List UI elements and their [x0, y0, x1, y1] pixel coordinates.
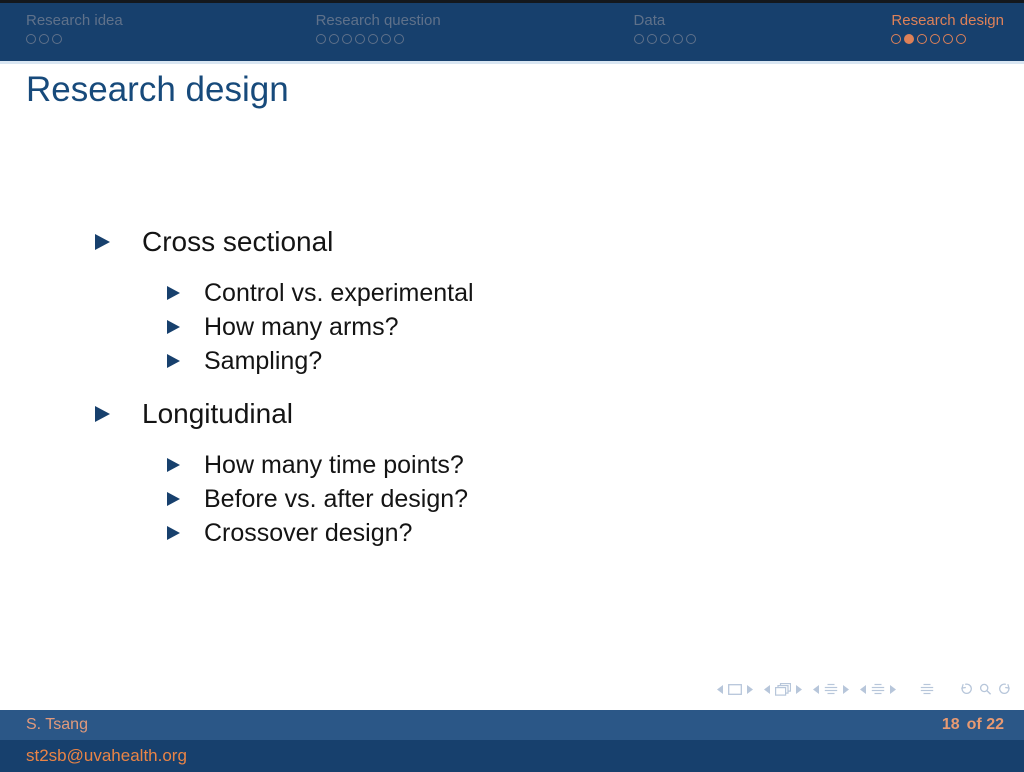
appendix-outline-group [920, 683, 934, 696]
section-slide-dots [316, 34, 441, 44]
sub-bullet-list [167, 276, 474, 378]
page-number [942, 716, 1004, 734]
slide-dot[interactable] [943, 34, 953, 44]
back-undo-icon[interactable] [958, 683, 972, 696]
slide-dot[interactable] [956, 34, 966, 44]
appendix-outline-icon[interactable] [920, 683, 934, 696]
slide-dot[interactable] [660, 34, 670, 44]
bullet-item-level2 [167, 310, 474, 344]
next-section-arrow-icon[interactable] [890, 685, 896, 694]
slide-dot[interactable] [329, 34, 339, 44]
bullet-label: Longitudinal [142, 398, 294, 429]
triangle-bullet-icon [167, 354, 180, 368]
triangle-bullet-icon [95, 234, 110, 250]
frame-stack-icon[interactable] [775, 683, 791, 696]
slide-dot[interactable] [368, 34, 378, 44]
slide-title: Research design [26, 70, 289, 109]
triangle-bullet-icon [167, 286, 180, 300]
slide-nav-group [717, 684, 753, 695]
triangle-bullet-icon [167, 526, 180, 540]
bullet-item-level2 [167, 516, 474, 550]
subsection-outline-icon[interactable] [824, 683, 838, 696]
slide-dot-current[interactable] [904, 34, 914, 44]
section-label[interactable]: Data [633, 12, 666, 29]
bullet-item-level2 [167, 482, 474, 516]
header-section-data[interactable] [634, 12, 699, 61]
bullet-label: Before vs. after design? [204, 484, 469, 513]
subsection-nav-group [813, 683, 849, 696]
bullet-label: How many arms? [204, 312, 399, 341]
footer-email-bar [0, 740, 1024, 772]
author-name: S. Tsang [26, 716, 88, 733]
bullet-item-level2 [167, 344, 474, 378]
section-label[interactable]: Research idea [26, 12, 123, 29]
prev-section-arrow-icon[interactable] [860, 685, 866, 694]
prev-slide-arrow-icon[interactable] [717, 685, 723, 694]
page-number-current: 18 [941, 716, 960, 733]
next-subsection-arrow-icon[interactable] [843, 685, 849, 694]
section-label[interactable]: Research design [891, 12, 1004, 29]
prev-frame-arrow-icon[interactable] [764, 685, 770, 694]
forward-redo-icon[interactable] [999, 683, 1013, 696]
bullet-item-level2 [167, 276, 474, 310]
footer-author-bar [0, 710, 1024, 740]
slide-dot[interactable] [891, 34, 901, 44]
slide-dot[interactable] [316, 34, 326, 44]
slide-dot[interactable] [39, 34, 49, 44]
bullet-label: Control vs. experimental [204, 278, 474, 307]
next-slide-arrow-icon[interactable] [747, 685, 753, 694]
triangle-bullet-icon [167, 492, 180, 506]
bullet-item-level1 [95, 396, 474, 432]
section-slide-dots [634, 34, 699, 44]
section-nav-group [860, 683, 896, 696]
slide-dot[interactable] [930, 34, 940, 44]
bullet-label: Crossover design? [204, 518, 413, 547]
header-section-research-design[interactable] [891, 12, 1004, 61]
slide-dot[interactable] [394, 34, 404, 44]
slide-dot[interactable] [355, 34, 365, 44]
search-icon[interactable] [979, 683, 992, 696]
slide-dot[interactable] [342, 34, 352, 44]
next-frame-arrow-icon[interactable] [796, 685, 802, 694]
bullet-group-longitudinal [95, 396, 474, 550]
bullet-label: How many time points? [204, 450, 464, 479]
section-outline-icon[interactable] [871, 683, 885, 696]
slide-dot[interactable] [917, 34, 927, 44]
slide-dot[interactable] [381, 34, 391, 44]
triangle-bullet-icon [167, 320, 180, 334]
slide-dot[interactable] [647, 34, 657, 44]
bullet-group-cross-sectional [95, 224, 474, 378]
section-slide-dots [26, 34, 123, 44]
slide-dot[interactable] [686, 34, 696, 44]
triangle-bullet-icon [95, 406, 110, 422]
sub-bullet-list [167, 448, 474, 550]
bullet-label: Sampling? [204, 346, 323, 375]
slide-frame-icon[interactable] [728, 684, 742, 695]
bullet-item-level2 [167, 448, 474, 482]
slide-dot[interactable] [634, 34, 644, 44]
header-section-research-question[interactable] [316, 12, 441, 61]
history-search-group [958, 683, 1013, 696]
slide-dot[interactable] [26, 34, 36, 44]
triangle-bullet-icon [167, 458, 180, 472]
slide-dot[interactable] [673, 34, 683, 44]
prev-subsection-arrow-icon[interactable] [813, 685, 819, 694]
page-number-total: of 22 [966, 716, 1004, 733]
author-email-link[interactable]: st2sb@uvahealth.org [26, 746, 187, 765]
section-slide-dots [891, 34, 1004, 44]
frame-nav-group [764, 683, 802, 696]
slide-content [95, 224, 474, 550]
bullet-label: Cross sectional [142, 226, 334, 257]
bullet-item-level1 [95, 224, 474, 260]
beamer-navigation-bar [717, 683, 1013, 696]
section-label[interactable]: Research question [315, 12, 441, 29]
header-navigation-bar [0, 3, 1024, 64]
header-section-research-idea[interactable] [26, 12, 123, 61]
slide-dot[interactable] [52, 34, 62, 44]
